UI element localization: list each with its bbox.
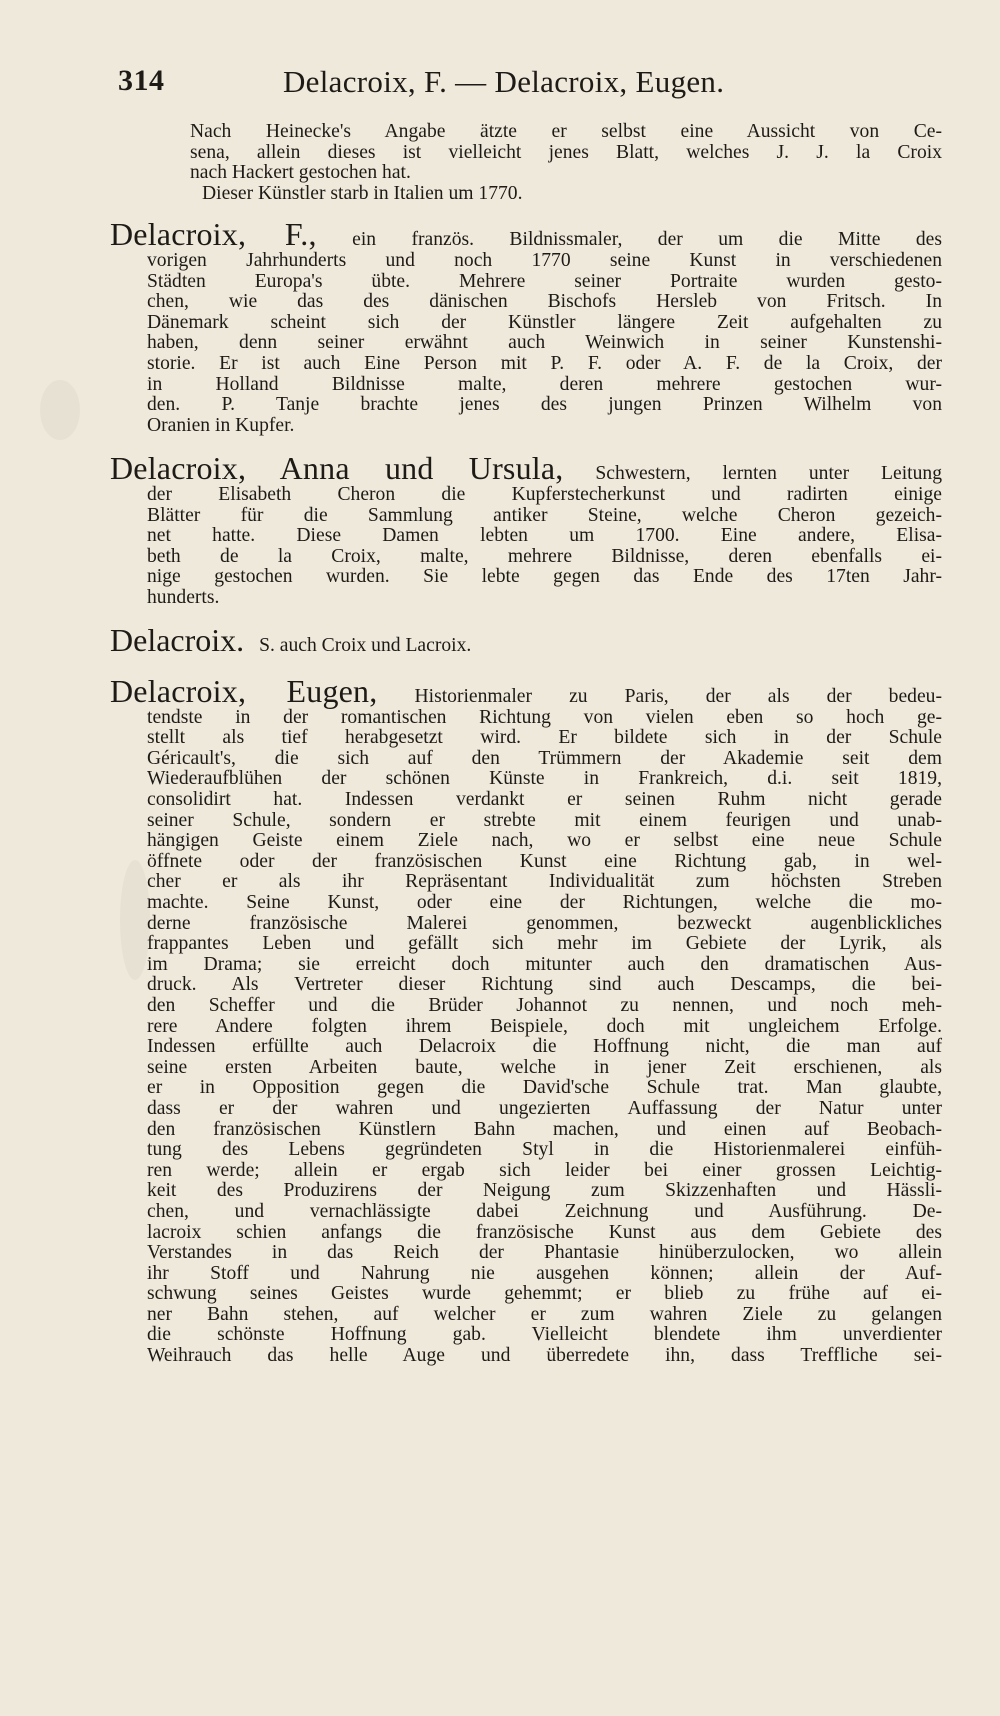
- entry-first-text: ein französ. Bildnissmaler, der um die Mitte des: [352, 229, 942, 251]
- text-line: Dieser Künstler starb in Italien um 1770.: [202, 182, 523, 204]
- text-line: frappantes Leben und gefällt sich mehr im Gebiete der Lyrik, als: [147, 933, 942, 955]
- page-content: [110, 122, 942, 1367]
- text-line: haben, denn seiner erwähnt auch Weinwich in seiner Kunstenshi-: [147, 332, 942, 354]
- entry-delacroix-f: [110, 216, 942, 436]
- text-line: den. P. Tanje brachte jenes des jungen Prinzen Wilhelm von: [147, 394, 942, 416]
- text-line: rere Andere folgten ihrem Beispiele, doch mit ungleichem Erfolge.: [147, 1015, 942, 1037]
- text-line: hunderts.: [147, 586, 220, 608]
- text-line: ner Bahn stehen, auf welcher er zum wahren Ziele zu gelangen: [147, 1303, 942, 1325]
- text-line: cher er als ihr Repräsentant Individualität zum höchsten Streben: [147, 871, 942, 893]
- text-line: Oranien in Kupfer.: [147, 414, 295, 436]
- text-line: dass er der wahren und ungezierten Auffassung der Natur unter: [147, 1097, 942, 1119]
- entry-term: Delacroix, Anna und Ursula,: [110, 450, 564, 487]
- text-line: ihr Stoff und Nahrung nie ausgehen können; allein der Auf-: [147, 1262, 942, 1284]
- entry-delacroix-anna-ursula: [110, 450, 942, 608]
- text-line: lacroix schien anfangs die französische Kunst aus dem Gebiete des: [147, 1221, 942, 1243]
- entry-delacroix-see-also: [110, 622, 942, 659]
- entry-first-text: Schwestern, lernten unter Leitung: [595, 463, 942, 485]
- entry-term: Delacroix.: [110, 622, 245, 659]
- text-line: seine ersten Arbeiten baute, welche in jener Zeit erschienen, als: [147, 1056, 942, 1078]
- text-line: consolidirt hat. Indessen verdankt er seinen Ruhm nicht gerade: [147, 789, 942, 811]
- text-line: im Drama; sie erreicht doch mitunter auch den dramatischen Aus-: [147, 953, 942, 975]
- entry-delacroix-eugen: [110, 673, 942, 1367]
- text-line: den Scheffer und die Brüder Johannot zu nennen, und noch meh-: [147, 994, 942, 1016]
- text-line: Weihrauch das helle Auge und überredete ihn, dass Treffliche sei-: [147, 1345, 942, 1367]
- text-line: seiner Schule, sondern er strebte mit einem feurigen und unab-: [147, 809, 942, 831]
- text-line: der Elisabeth Cheron die Kupferstecherkunst und radirten einige: [147, 483, 942, 505]
- text-line: Wiederaufblühen der schönen Künste in Frankreich, d.i. seit 1819,: [147, 768, 942, 790]
- entry-first-text: Historienmaler zu Paris, der als der bedeu-: [414, 686, 942, 708]
- text-line: derne französische Malerei genommen, bezweckt augenblickliches: [147, 912, 942, 934]
- text-line: hängigen Geiste einem Ziele nach, wo er selbst eine neue Schule: [147, 830, 942, 852]
- entry-term: Delacroix, F.,: [110, 216, 317, 253]
- entry-first-line: [110, 673, 942, 710]
- entry-term: Delacroix, Eugen,: [110, 673, 378, 710]
- page-header: [118, 64, 938, 104]
- entry-body: [110, 251, 942, 436]
- running-head: Delacroix, F. — Delacroix, Eugen.: [283, 64, 725, 99]
- text-line: sena, allein dieses ist vielleicht jenes Blatt, welches J. J. la Croix: [190, 141, 942, 163]
- text-line: Dänemark scheint sich der Künstler längere Zeit aufgehalten zu: [147, 311, 942, 333]
- page-number: 314: [118, 64, 165, 97]
- text-line: den französischen Künstlern Bahn machen, und einen auf Beobach-: [147, 1118, 942, 1140]
- entry-first-text: S. auch Croix und Lacroix.: [259, 635, 472, 657]
- text-line: beth de la Croix, malte, mehrere Bildnisse, deren ebenfalls ei-: [147, 545, 942, 567]
- text-line: Géricault's, die sich auf den Trümmern der Akademie seit dem: [147, 747, 942, 769]
- entry-first-line: [110, 216, 942, 253]
- text-line: nach Hackert gestochen hat.: [190, 162, 411, 184]
- intro-paragraph: [110, 122, 942, 204]
- text-line: keit des Produzirens der Neigung zum Skizzenhaften und Hässli-: [147, 1180, 942, 1202]
- text-line: stellt als tief herabgesetzt wird. Er bildete sich in der Schule: [147, 727, 942, 749]
- entry-first-line: [110, 622, 942, 659]
- paper-stain: [40, 380, 80, 440]
- text-line: vorigen Jahrhunderts und noch 1770 seine Kunst in verschiedenen: [147, 249, 942, 271]
- text-line: öffnete oder der französischen Kunst eine Richtung gab, in wel-: [147, 850, 942, 872]
- text-line: tendste in der romantischen Richtung von vielen eben so hoch ge-: [147, 706, 942, 728]
- text-line: chen, wie das des dänischen Bischofs Hersleb von Fritsch. In: [147, 291, 942, 313]
- text-line: net hatte. Diese Damen lebten um 1700. Eine andere, Elisa-: [147, 525, 942, 547]
- text-line: Nach Heinecke's Angabe ätzte er selbst eine Aussicht von Ce-: [190, 121, 942, 142]
- text-line: in Holland Bildnisse malte, deren mehrere gestochen wur-: [147, 373, 942, 395]
- text-line: chen, und vernachlässigte dabei Zeichnung und Ausführung. De-: [147, 1200, 942, 1222]
- entry-body: [110, 485, 942, 609]
- text-line: die schönste Hoffnung gab. Vielleicht blendete ihm unverdienter: [147, 1324, 942, 1346]
- text-line: ren werde; allein er ergab sich leider bei einer grossen Leichtig-: [147, 1159, 942, 1181]
- text-line: Städten Europa's übte. Mehrere seiner Portraite wurden gesto-: [147, 270, 942, 292]
- entry-first-line: [110, 450, 942, 487]
- text-line: Blätter für die Sammlung antiker Steine, welche Cheron gezeich-: [147, 504, 942, 526]
- text-line: er in Opposition gegen die David'sche Schule trat. Man glaubte,: [147, 1077, 942, 1099]
- text-line: druck. Als Vertreter dieser Richtung sind auch Descamps, die bei-: [147, 974, 942, 996]
- text-line: storie. Er ist auch Eine Person mit P. F. oder A. F. de la Croix, der: [147, 352, 942, 374]
- text-line: tung des Lebens gegründeten Styl in die Historienmalerei einfüh-: [147, 1139, 942, 1161]
- text-line: nige gestochen wurden. Sie lebte gegen das Ende des 17ten Jahr-: [147, 566, 942, 588]
- entry-body: [110, 708, 942, 1367]
- text-line: machte. Seine Kunst, oder eine der Richtungen, welche die mo-: [147, 892, 942, 913]
- text-line: schwung seines Geistes wurde gehemmt; er blieb zu frühe auf ei-: [147, 1283, 942, 1305]
- text-line: Indessen erfüllte auch Delacroix die Hoffnung nicht, die man auf: [147, 1036, 942, 1058]
- text-line: Verstandes in das Reich der Phantasie hinüberzulocken, wo allein: [147, 1242, 942, 1264]
